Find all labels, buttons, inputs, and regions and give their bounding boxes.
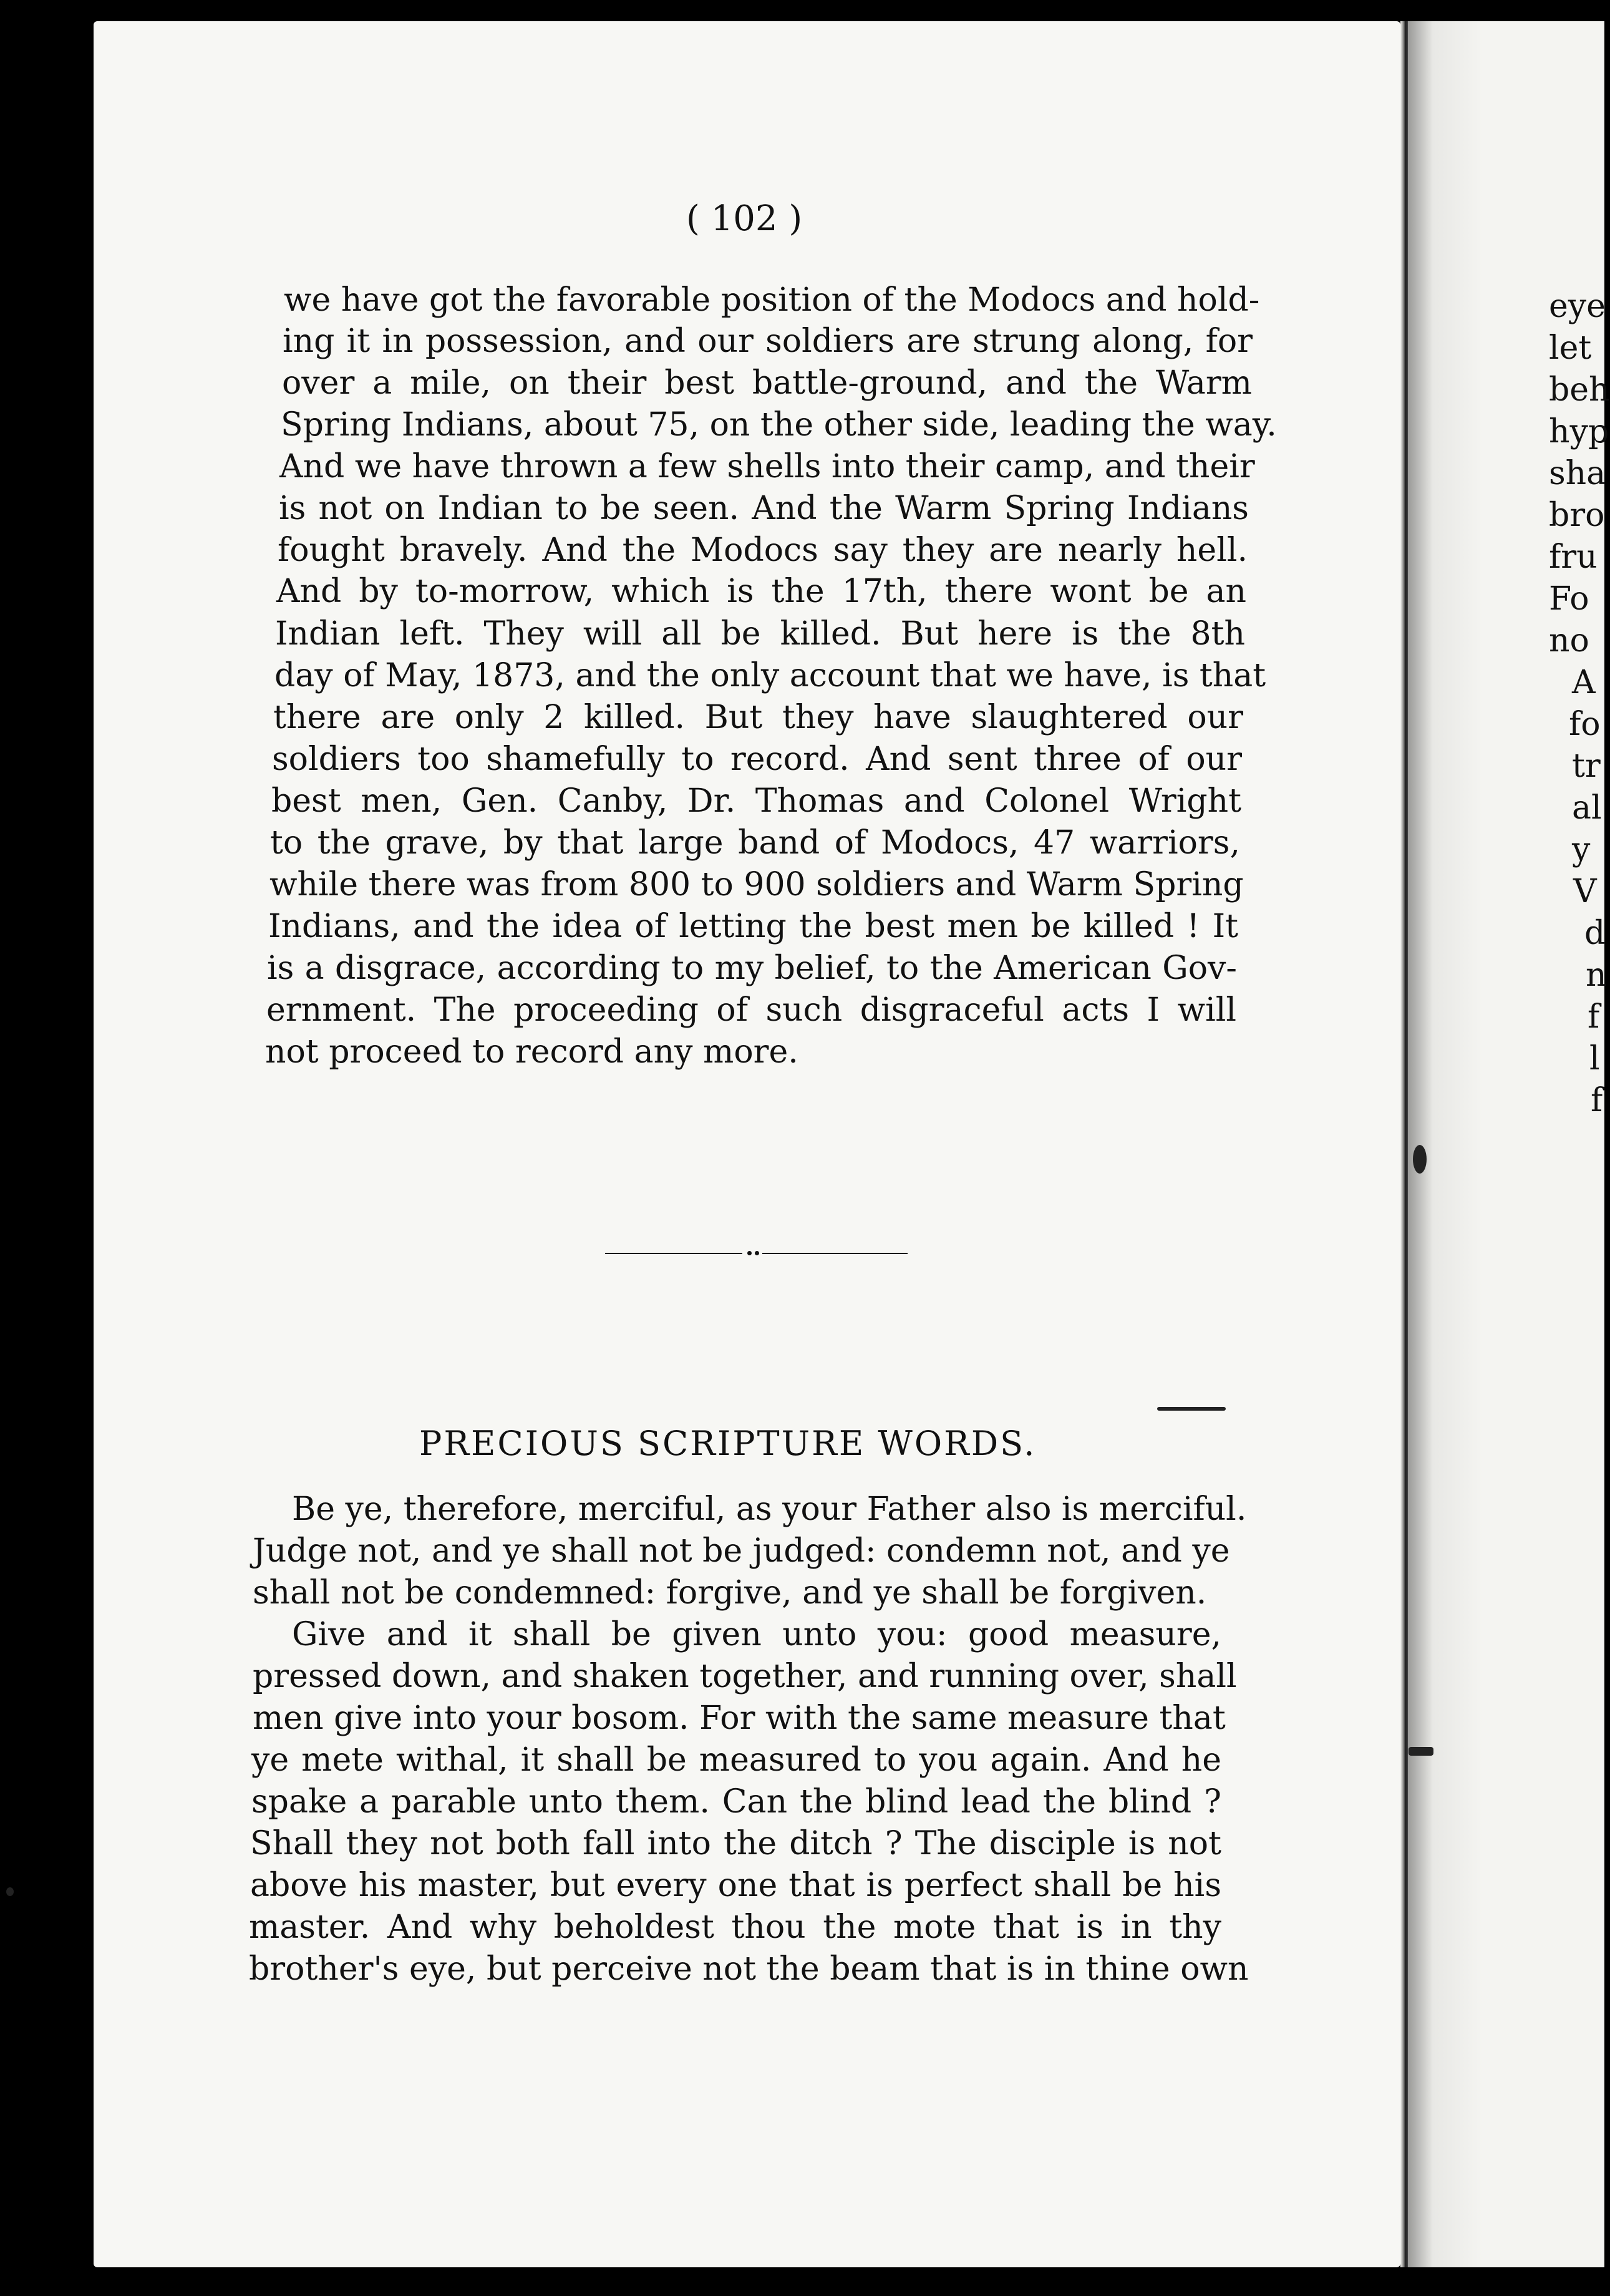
text-line: Judge not, and ye shall not be judged: condemn not, and ye (253, 1532, 1230, 1570)
text-line: Give and it shall be given unto you: good measure, (292, 1616, 1221, 1653)
text-line: soldiers too shamefully to record. And sent three of our (272, 741, 1242, 778)
facing-page-fragment: beh (1549, 371, 1610, 409)
book-gutter (1400, 21, 1408, 2267)
facing-page-fragment: eye (1549, 288, 1606, 325)
text-line: master. And why beholdest thou the mote that is in thy (249, 1909, 1221, 1946)
facing-page-fragment: A (1572, 664, 1596, 701)
scan-smudge (6, 1887, 14, 1896)
scan-smudge (1157, 1407, 1226, 1411)
facing-page-fragment: fru (1549, 538, 1598, 576)
facing-page-fragment: f (1588, 998, 1600, 1036)
facing-page-fragment: bro (1549, 497, 1605, 534)
text-line: above his master, but every one that is perfect shall be his (250, 1867, 1221, 1904)
text-line: Shall they not both fall into the ditch ? The disciple is not (250, 1825, 1221, 1862)
text-line: brother's eye, but perceive not the beam that is in thine own (249, 1950, 1249, 1988)
text-line: day of May, 1873, and the only account that we have, is that (274, 657, 1266, 694)
facing-page-fragment: d (1584, 915, 1606, 952)
facing-page-fragment: no (1549, 622, 1589, 659)
facing-page-fragment: y (1572, 831, 1591, 868)
text-line: Be ye, therefore, merciful, as your Father also is merciful. (292, 1491, 1247, 1528)
text-line: there are only 2 killed. But they have slaughtered our (273, 699, 1243, 736)
text-line: men give into your bosom. For with the same measure that (253, 1700, 1226, 1737)
facing-page-fragment: n (1586, 956, 1607, 994)
text-line: we have got the favorable position of the Modocs and hold- (284, 281, 1260, 319)
facing-page-fragment: al (1572, 789, 1602, 827)
text-line: ing it in possession, and our soldiers are strung along, for (283, 323, 1253, 360)
text-line: is a disgrace, according to my belief, to the American Gov- (267, 950, 1237, 987)
scan-smudge (1413, 1145, 1427, 1174)
text-line: is not on Indian to be seen. And the Warm Spring Indians (279, 490, 1249, 527)
text-line: not proceed to record any more. (265, 1033, 798, 1071)
facing-page-fragment: sha (1549, 455, 1606, 492)
text-line: fought bravely. And the Modocs say they are nearly hell. (278, 532, 1248, 569)
text-line: Spring Indians, about 75, on the other side, leading the way. (281, 406, 1277, 444)
facing-page-fragment: Fo (1549, 580, 1589, 618)
facing-page-fragment: l (1589, 1040, 1600, 1077)
text-line: ernment. The proceeding of such disgraceful acts I will (266, 991, 1236, 1029)
facing-page-fragment: hyp (1549, 413, 1609, 450)
facing-page-fragment: tr (1572, 747, 1601, 785)
text-line: spake a parable unto them. Can the blind lead the blind ? (251, 1783, 1221, 1821)
scan-smudge (1409, 1747, 1433, 1756)
facing-page-fragment: V (1573, 873, 1597, 910)
page-number: ( 102 ) (686, 198, 803, 239)
text-line: And by to-morrow, which is the 17th, there wont be an (276, 573, 1246, 610)
text-line: best men, Gen. Canby, Dr. Thomas and Colonel Wright (271, 782, 1241, 820)
facing-page-fragment: fo (1569, 706, 1601, 743)
text-line: shall not be condemned: forgive, and ye shall be forgiven. (253, 1574, 1207, 1612)
text-line: pressed down, and shaken together, and running over, shall (253, 1658, 1237, 1695)
facing-page-fragment: f (1591, 1082, 1603, 1119)
text-line: Indian left. They will all be killed. But here is the 8th (275, 615, 1245, 653)
text-line: over a mile, on their best battle-ground, and the Warm (282, 364, 1252, 402)
text-line: And we have thrown a few shells into their camp, and their (279, 448, 1255, 485)
text-line: ye mete withal, it shall be measured to you again. And he (251, 1741, 1221, 1779)
ornamental-divider (605, 1251, 908, 1256)
text-line: Indians, and the idea of letting the best men be killed ! It (268, 908, 1238, 945)
section-heading: PRECIOUS SCRIPTURE WORDS. (419, 1424, 1037, 1463)
facing-page-fragment: let (1549, 329, 1592, 367)
text-line: while there was from 800 to 900 soldiers and Warm Spring (269, 866, 1244, 903)
text-line: to the grave, by that large band of Modocs, 47 warriors, (270, 824, 1240, 862)
